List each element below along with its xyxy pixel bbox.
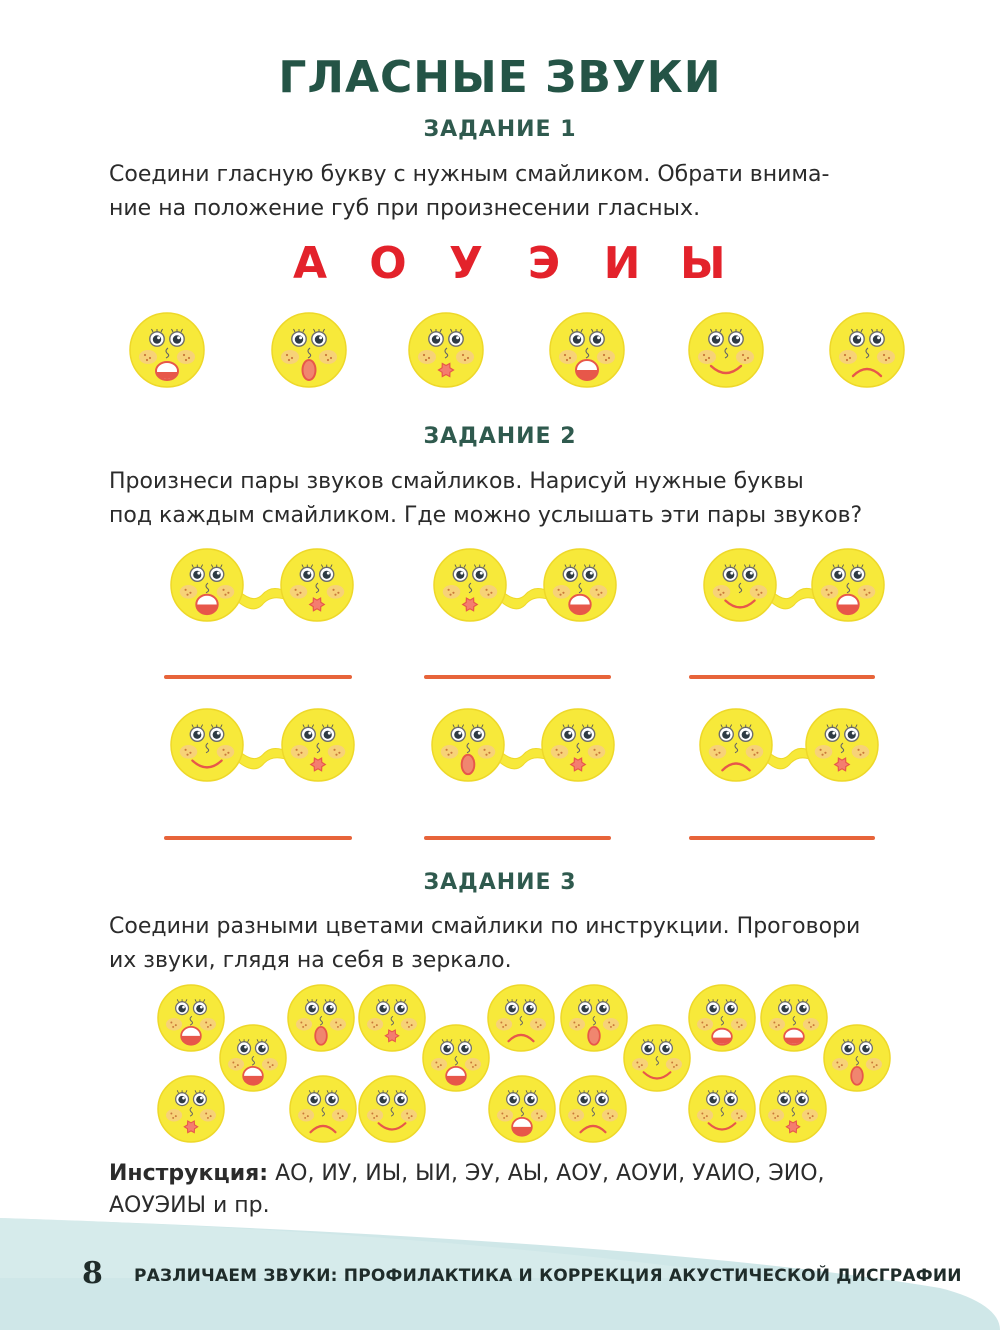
- smiley-face[interactable]: [282, 709, 354, 781]
- instruction-line2: АОУЭИЫ и пр.: [109, 1193, 270, 1218]
- smiley-face[interactable]: [130, 313, 204, 387]
- vowel-letter[interactable]: У: [449, 238, 483, 289]
- task3-text-line2: их звуки, глядя на себя в зеркало.: [109, 948, 512, 973]
- task3-heading: ЗАДАНИЕ 3: [423, 870, 577, 895]
- smiley-face[interactable]: [624, 1025, 690, 1091]
- smiley-face[interactable]: [409, 313, 483, 387]
- task2-heading: ЗАДАНИЕ 2: [423, 424, 577, 449]
- instruction-line1: АО, ИУ, ИЫ, ЫИ, ЭУ, АЫ, АОУ, АОУИ, УАИО, ЭИО,: [268, 1161, 825, 1186]
- smiley-face[interactable]: [171, 549, 243, 621]
- smiley-face[interactable]: [171, 709, 243, 781]
- task1-text-line1: Соедини гласную букву с нужным смайликом. Обрати внима-: [109, 162, 830, 187]
- smiley-face[interactable]: [689, 1076, 755, 1142]
- page-title: ГЛАСНЫЕ ЗВУКИ: [278, 52, 722, 103]
- vowel-letter[interactable]: Ы: [680, 238, 726, 289]
- vowel-letter[interactable]: А: [292, 238, 328, 289]
- task1-heading: ЗАДАНИЕ 1: [423, 117, 577, 142]
- smiley-face[interactable]: [689, 313, 763, 387]
- smiley-face[interactable]: [824, 1025, 890, 1091]
- smiley-face[interactable]: [359, 1076, 425, 1142]
- smiley-face[interactable]: [812, 549, 884, 621]
- smiley-face[interactable]: [272, 313, 346, 387]
- smiley-face[interactable]: [560, 1076, 626, 1142]
- vowel-letter[interactable]: Э: [527, 238, 561, 289]
- smiley-face[interactable]: [700, 709, 772, 781]
- smiley-face[interactable]: [281, 549, 353, 621]
- page-number: 8: [82, 1256, 103, 1291]
- smiley-face[interactable]: [761, 985, 827, 1051]
- smiley-face[interactable]: [544, 549, 616, 621]
- task2-text-line2: под каждым смайликом. Где можно услышать эти пары звуков?: [109, 503, 863, 528]
- smiley-face[interactable]: [488, 985, 554, 1051]
- footer-text: РАЗЛИЧАЕМ ЗВУКИ: ПРОФИЛАКТИКА И КОРРЕКЦИЯ АКУСТИЧЕСКОЙ ДИСГРАФИИ: [134, 1266, 962, 1286]
- smiley-face[interactable]: [704, 549, 776, 621]
- smiley-face[interactable]: [359, 985, 425, 1051]
- smiley-face[interactable]: [158, 985, 224, 1051]
- smiley-face[interactable]: [830, 313, 904, 387]
- smiley-face[interactable]: [423, 1025, 489, 1091]
- smiley-face[interactable]: [158, 1076, 224, 1142]
- smiley-face[interactable]: [760, 1076, 826, 1142]
- smiley-face[interactable]: [561, 985, 627, 1051]
- smiley-face[interactable]: [542, 709, 614, 781]
- smiley-face[interactable]: [489, 1076, 555, 1142]
- task1-text-line2: ние на положение губ при произнесении гласных.: [109, 196, 701, 221]
- vowel-letter[interactable]: И: [603, 238, 641, 289]
- task2-text-line1: Произнеси пары звуков смайликов. Нарисуй нужные буквы: [109, 469, 804, 494]
- smiley-face[interactable]: [288, 985, 354, 1051]
- smiley-face[interactable]: [806, 709, 878, 781]
- task3-text-line1: Соедини разными цветами смайлики по инструкции. Проговори: [109, 914, 861, 939]
- smiley-face[interactable]: [689, 985, 755, 1051]
- smiley-face[interactable]: [432, 709, 504, 781]
- smiley-face[interactable]: [220, 1025, 286, 1091]
- smiley-face[interactable]: [290, 1076, 356, 1142]
- vowel-letter[interactable]: О: [369, 238, 407, 289]
- smiley-face[interactable]: [550, 313, 624, 387]
- instruction-label: Инструкция:: [109, 1161, 269, 1186]
- smiley-face[interactable]: [434, 549, 506, 621]
